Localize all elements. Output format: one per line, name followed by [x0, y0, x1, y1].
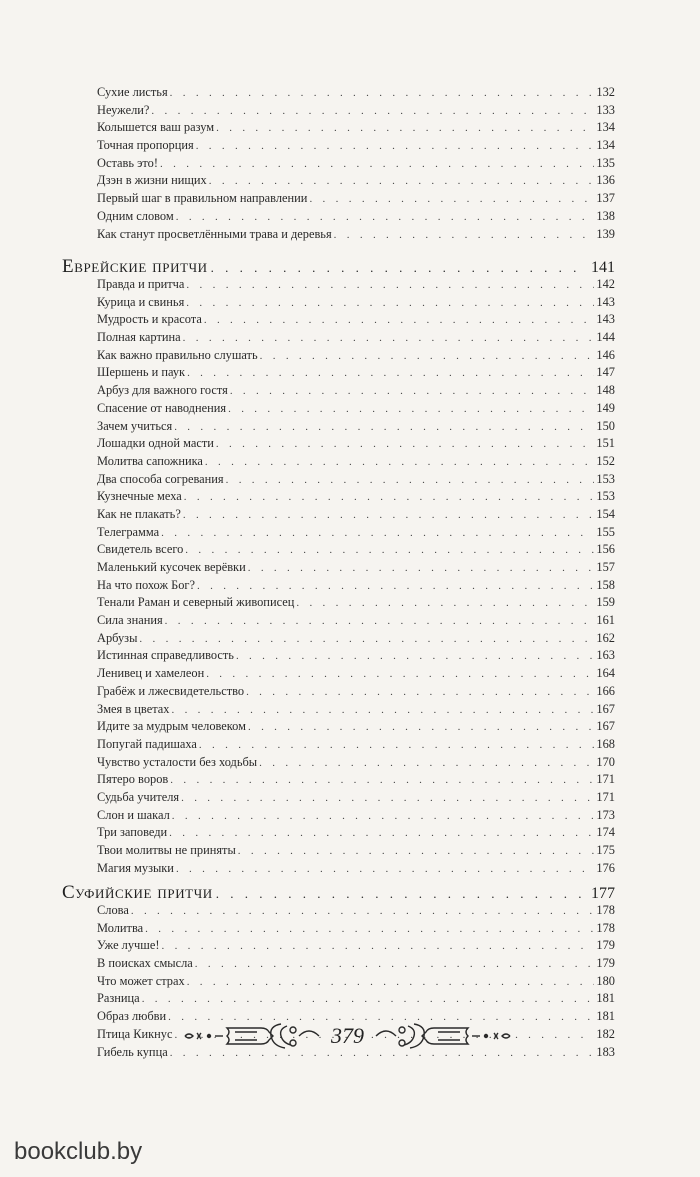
toc-entry — [97, 382, 615, 400]
dot-leader — [205, 454, 594, 472]
dot-leader — [183, 330, 595, 348]
entry-page-number: 143 — [596, 312, 615, 327]
ornament-left-icon — [175, 1016, 325, 1056]
dot-leader — [228, 401, 594, 419]
toc-list-jewish — [97, 276, 615, 877]
section-page-number: 141 — [591, 259, 615, 276]
toc-entry — [97, 701, 615, 719]
toc-entry — [97, 524, 615, 542]
entry-page-number: 178 — [596, 903, 615, 917]
entry-page-number: 174 — [596, 825, 615, 840]
entry-title: Неужели? — [97, 102, 150, 117]
toc-entry — [97, 208, 615, 226]
dot-leader — [248, 719, 594, 737]
entry-title: Молитва — [97, 920, 144, 935]
toc-entry — [97, 453, 615, 471]
entry-page-number: 137 — [596, 191, 615, 206]
entry-page-number: 181 — [596, 991, 615, 1006]
toc-entry — [97, 102, 615, 120]
entry-title: Одним словом — [97, 208, 174, 223]
toc-entry — [97, 754, 615, 772]
entry-page-number: 181 — [596, 1009, 615, 1024]
entry-page-number: 134 — [596, 138, 615, 153]
entry-page-number: 150 — [596, 418, 615, 433]
dot-leader — [309, 191, 594, 209]
dot-leader — [176, 861, 594, 879]
dot-leader — [176, 209, 595, 227]
toc-entry — [97, 647, 615, 665]
toc-entry — [97, 400, 615, 418]
entry-title: Лошадки одной масти — [97, 436, 214, 451]
dot-leader — [199, 737, 594, 755]
entry-page-number: 166 — [596, 683, 615, 698]
entry-page-number: 164 — [596, 666, 615, 681]
entry-page-number: 176 — [596, 860, 615, 875]
toc-entry — [97, 172, 615, 190]
toc-entry — [97, 347, 615, 365]
dot-leader — [206, 666, 594, 684]
section-heading-jewish — [62, 256, 615, 278]
entry-title: Как важно правильно слушать — [97, 347, 258, 362]
entry-page-number: 152 — [596, 453, 615, 468]
toc-entry — [97, 665, 615, 683]
dot-leader — [186, 295, 594, 313]
toc-entry — [97, 771, 615, 789]
entry-title: Магия музыки — [97, 860, 174, 875]
dot-leader — [187, 974, 595, 992]
toc-entry — [97, 860, 615, 878]
dot-leader — [174, 419, 594, 437]
entry-title: Телеграмма — [97, 524, 160, 539]
toc-entry — [97, 541, 615, 559]
entry-page-number: 133 — [596, 102, 615, 117]
entry-title: Как не плакать? — [97, 506, 181, 521]
dot-leader — [131, 903, 595, 921]
entry-title: Змея в цветах — [97, 701, 170, 716]
entry-page-number: 144 — [596, 330, 615, 345]
entry-page-number: 138 — [596, 208, 615, 223]
toc-entry — [97, 683, 615, 701]
toc-entry — [97, 418, 615, 436]
entry-page-number: 153 — [596, 489, 615, 504]
entry-title: Первый шаг в правильном направлении — [97, 191, 308, 206]
toc-entry — [97, 718, 615, 736]
toc-entry — [97, 311, 615, 329]
entry-title: Сила знания — [97, 613, 163, 628]
entry-title: Арбузы — [97, 630, 138, 645]
entry-title: Разница — [97, 991, 140, 1006]
entry-title: В поисках смысла — [97, 956, 193, 971]
toc-entry — [97, 119, 615, 137]
entry-title: Истинная справедливость — [97, 648, 234, 663]
entry-page-number: 159 — [596, 595, 615, 610]
entry-page-number: 163 — [596, 648, 615, 663]
toc-list-continuation — [97, 84, 615, 243]
entry-page-number: 167 — [596, 719, 615, 734]
entry-title: Дзэн в жизни нищих — [97, 173, 207, 188]
dot-leader — [216, 886, 588, 902]
entry-page-number: 162 — [596, 630, 615, 645]
entry-title: Кузнечные меха — [97, 489, 182, 504]
dot-leader — [170, 85, 595, 103]
entry-title: Как станут просветлёнными трава и деревья — [97, 226, 332, 241]
entry-title: Точная пропорция — [97, 138, 194, 153]
toc-entry — [97, 471, 615, 489]
dot-leader — [209, 173, 595, 191]
toc-entry — [97, 955, 615, 973]
toc-entry — [97, 226, 615, 244]
entry-page-number: 156 — [596, 542, 615, 557]
entry-title: Три заповеди — [97, 825, 168, 840]
dot-leader — [195, 956, 595, 974]
entry-page-number: 179 — [596, 956, 615, 971]
entry-page-number: 155 — [596, 524, 615, 539]
dot-leader — [151, 103, 594, 121]
section-heading-sufi — [62, 882, 615, 904]
toc-entry — [97, 559, 615, 577]
toc-entry — [97, 990, 615, 1008]
entry-page-number: 142 — [596, 277, 615, 291]
dot-leader — [185, 542, 594, 560]
entry-page-number: 153 — [596, 471, 615, 486]
entry-page-number: 143 — [596, 294, 615, 309]
toc-entry — [97, 807, 615, 825]
entry-page-number: 134 — [596, 120, 615, 135]
dot-leader — [246, 684, 594, 702]
entry-title: Спасение от наводнения — [97, 400, 227, 415]
entry-page-number: 136 — [596, 173, 615, 188]
page-footer — [150, 1016, 545, 1056]
toc-entry — [97, 84, 615, 102]
toc-entry — [97, 973, 615, 991]
entry-page-number: 171 — [596, 772, 615, 787]
entry-title: Что может страх — [97, 973, 185, 988]
entry-page-number: 151 — [596, 436, 615, 451]
entry-title: Судьба учителя — [97, 789, 180, 804]
entry-title: Маленький кусочек верёвки — [97, 560, 246, 574]
entry-page-number: 132 — [596, 85, 615, 99]
dot-leader — [238, 843, 595, 861]
dot-leader — [248, 560, 595, 578]
toc-entry — [97, 920, 615, 938]
entry-page-number: 180 — [596, 973, 615, 988]
dot-leader — [226, 472, 595, 490]
entry-title: Полная картина — [97, 330, 181, 345]
entry-title: Твои молитвы не приняты — [97, 843, 236, 857]
entry-title: Уже лучше! — [97, 938, 160, 953]
dot-leader — [296, 595, 594, 613]
section-title: Суфийские притчи — [62, 882, 213, 903]
entry-page-number: 179 — [596, 938, 615, 953]
entry-page-number: 183 — [596, 1044, 615, 1059]
entry-title: На что похож Бог? — [97, 577, 195, 592]
toc-entry — [97, 137, 615, 155]
site-watermark: bookclub.by — [14, 1138, 143, 1165]
entry-title: Мудрость и красота — [97, 312, 202, 327]
entry-page-number: 161 — [596, 613, 615, 628]
toc-entry — [97, 155, 615, 173]
entry-title: Оставь это! — [97, 155, 159, 170]
dot-leader — [181, 790, 594, 808]
dot-leader — [160, 156, 594, 174]
toc-entry — [97, 329, 615, 347]
dot-leader — [211, 260, 588, 276]
entry-page-number: 148 — [596, 383, 615, 398]
entry-title: Слова — [97, 903, 129, 917]
dot-leader — [197, 578, 594, 596]
toc-entry — [97, 736, 615, 754]
entry-title: Ленивец и хамелеон — [97, 666, 205, 681]
entry-title: Свидетель всего — [97, 542, 184, 557]
toc-entry — [97, 612, 615, 630]
entry-page-number: 170 — [596, 754, 615, 769]
dot-leader — [260, 348, 595, 366]
toc-entry — [97, 488, 615, 506]
toc-entry — [97, 902, 615, 920]
dot-leader — [196, 138, 595, 156]
entry-title: Пятеро воров — [97, 772, 169, 787]
entry-page-number: 139 — [596, 226, 615, 241]
entry-title: Два способа согревания — [97, 471, 224, 486]
entry-page-number: 135 — [596, 155, 615, 170]
toc-entry — [97, 577, 615, 595]
page-number: 379 — [331, 1023, 364, 1048]
toc-entry — [97, 294, 615, 312]
entry-page-number: 149 — [596, 400, 615, 415]
entry-title: Идите за мудрым человеком — [97, 719, 246, 734]
dot-leader — [187, 365, 594, 383]
toc-entry — [97, 937, 615, 955]
entry-title: Зачем учиться — [97, 418, 173, 433]
dot-leader — [165, 613, 595, 631]
ornament-right-icon — [370, 1016, 520, 1056]
entry-title: Птица Кикнус — [97, 1026, 173, 1041]
entry-title: Правда и притча — [97, 277, 185, 291]
dot-leader — [161, 938, 594, 956]
dot-leader — [172, 808, 595, 826]
entry-page-number: 147 — [596, 365, 615, 380]
toc-entry — [97, 276, 615, 294]
toc-entry — [97, 506, 615, 524]
dot-leader — [142, 991, 595, 1009]
dot-leader — [334, 227, 595, 245]
entry-page-number: 154 — [596, 506, 615, 521]
dot-leader — [186, 277, 594, 295]
toc-entry — [97, 364, 615, 382]
toc-entry — [97, 789, 615, 807]
entry-page-number: 182 — [596, 1026, 615, 1041]
dot-leader — [184, 489, 595, 507]
entry-title: Слон и шакал — [97, 807, 170, 822]
section-title: Еврейские притчи — [62, 256, 208, 277]
toc-entry — [97, 824, 615, 842]
entry-title: Сухие листья — [97, 85, 168, 99]
dot-leader — [139, 631, 594, 649]
entry-page-number: 158 — [596, 577, 615, 592]
dot-leader — [183, 507, 595, 525]
dot-leader — [169, 825, 594, 843]
toc-entry — [97, 842, 615, 860]
dot-leader — [259, 755, 594, 773]
dot-leader — [171, 702, 594, 720]
dot-leader — [161, 525, 594, 543]
dot-leader — [236, 648, 594, 666]
entry-page-number: 157 — [596, 560, 615, 574]
section-page-number: 177 — [591, 885, 615, 902]
entry-title: Шершень и паук — [97, 365, 186, 380]
entry-page-number: 173 — [596, 807, 615, 822]
toc-entry — [97, 630, 615, 648]
entry-page-number: 171 — [596, 789, 615, 804]
entry-page-number: 168 — [596, 736, 615, 751]
dot-leader — [145, 921, 594, 939]
toc-entry — [97, 190, 615, 208]
toc-entry — [97, 435, 615, 453]
dot-leader — [216, 436, 595, 454]
entry-title: Курица и свинья — [97, 294, 185, 309]
entry-title: Гибель купца — [97, 1044, 168, 1059]
entry-page-number: 175 — [596, 843, 615, 857]
dot-leader — [170, 772, 594, 790]
entry-title: Тенали Раман и северный живописец — [97, 595, 295, 610]
entry-title: Колышется ваш разум — [97, 120, 215, 135]
entry-page-number: 146 — [596, 347, 615, 362]
entry-title: Молитва сапожника — [97, 453, 203, 468]
entry-title: Попугай падишаха — [97, 736, 197, 751]
dot-leader — [230, 383, 595, 401]
entry-title: Чувство усталости без ходьбы — [97, 754, 258, 769]
entry-title: Грабёж и лжесвидетельство — [97, 683, 245, 698]
entry-title: Образ любви — [97, 1009, 167, 1024]
entry-page-number: 178 — [596, 920, 615, 935]
entry-page-number: 167 — [596, 701, 615, 716]
toc-entry — [97, 594, 615, 612]
dot-leader — [204, 312, 595, 330]
entry-title: Арбуз для важного гостя — [97, 383, 228, 398]
dot-leader — [216, 120, 594, 138]
